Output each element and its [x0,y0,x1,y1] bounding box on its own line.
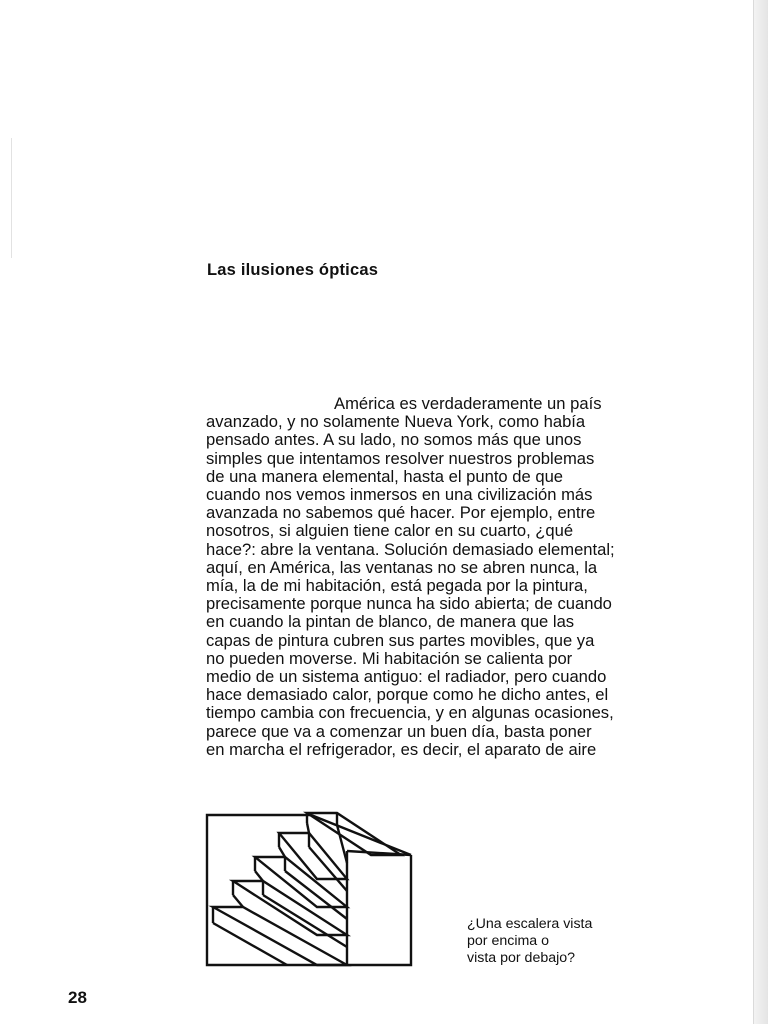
body-line: no pueden moverse. Mi habitación se calienta por [206,648,573,668]
page-edge-shadow [753,0,768,1024]
body-line: mía, la de mi habitación, está pegada por la pintura, [206,576,588,596]
body-line: nosotros, si alguien tiene calor en su cuarto, ¿qué [206,521,574,541]
staircase-illusion-figure [205,809,413,969]
caption-line: ¿Una escalera vista [467,916,593,932]
stair-step [279,833,347,879]
body-line: simples que intentamos resolver nuestros problemas [206,448,595,468]
figure-caption [467,916,592,967]
body-line: América es verdaderamente un país [334,394,602,413]
body-line: tiempo cambia con frecuencia, y en algunas ocasiones, [206,703,614,723]
body-line: en cuando la pintan de blanco, de manera que las [206,612,575,632]
body-line: avanzado, y no solamente Nueva York, como había [206,412,586,432]
caption-line: vista por debajo? [467,950,576,966]
body-line: precisamente porque nunca ha sido abierta; de cuando [206,594,612,614]
body-line: capas de pintura cubren sus partes movibles, que ya [206,630,595,650]
caption-line: por encima o [467,933,550,949]
body-line: cuando nos vemos inmersos en una civilización más [206,485,593,505]
section-heading: Las ilusiones ópticas [207,261,379,279]
body-line: hace demasiado calor, porque como he dicho antes, el [206,685,609,705]
body-line: parece que va a comenzar un buen día, basta poner [206,721,592,741]
body-line: avanzada no sabemos qué hacer. Por ejemplo, entre [206,503,596,523]
body-line: pensado antes. A su lado, no somos más que unos [206,430,582,450]
page-number: 28 [68,988,87,1007]
body-paragraph [206,395,746,759]
page-edge-mark [11,138,12,258]
body-line: medio de un sistema antiguo: el radiador, pero cuando [206,667,607,687]
body-line: en marcha el refrigerador, es decir, el aparato de aire [206,739,597,759]
body-line: de una manera elemental, hasta el punto de que [206,466,564,486]
body-line: hace?: abre la ventana. Solución demasiado elemental; [206,539,615,559]
body-line: aquí, en América, las ventanas no se abren nunca, la [206,557,598,577]
